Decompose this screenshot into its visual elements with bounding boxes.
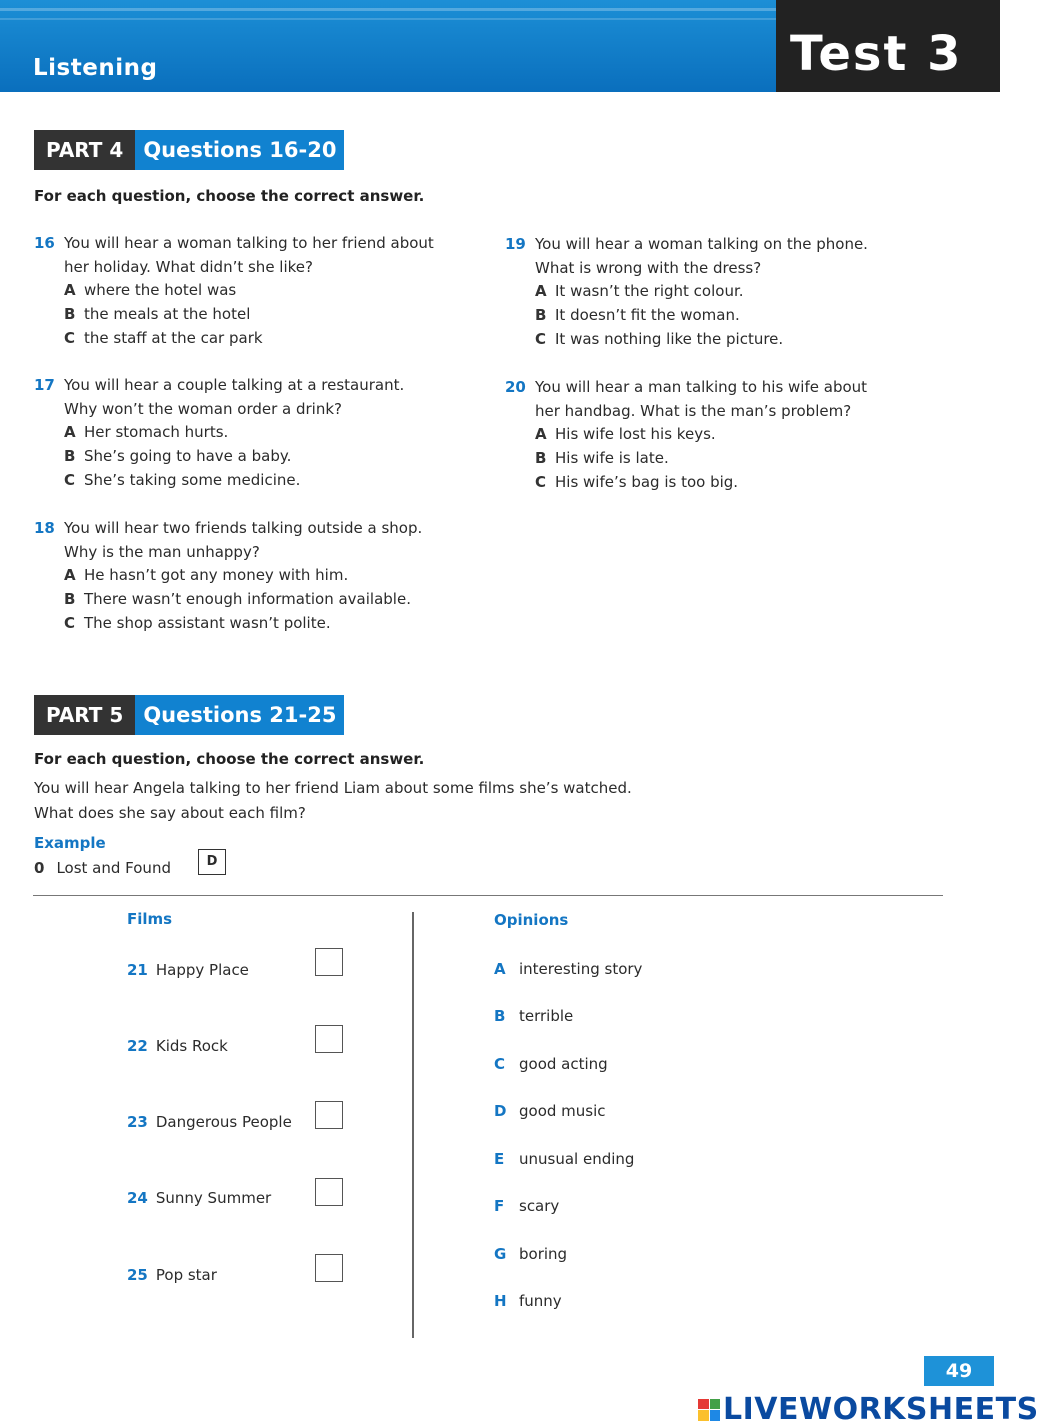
question-number: 19 <box>505 235 526 253</box>
question-17 <box>34 374 454 493</box>
question-stem: What is wrong with the dress? <box>535 258 762 277</box>
part5-instruction: For each question, choose the correct answer. <box>34 750 425 768</box>
opinion-item: B terrible <box>494 1007 574 1025</box>
question-stem: You will hear a woman talking on the phone. <box>535 235 868 253</box>
question-number: 18 <box>34 519 55 537</box>
answer-box-23[interactable] <box>315 1101 343 1129</box>
header-stripe <box>0 18 776 20</box>
question-stem: You will hear a man talking to his wife about <box>535 378 868 396</box>
question-18 <box>34 517 454 636</box>
question-number: 16 <box>34 234 55 252</box>
opinion-item: D good music <box>494 1102 606 1120</box>
liveworksheets-text: LIVEWORKSHEETS <box>723 1392 1039 1427</box>
part5-questions-label: Questions 21-25 <box>135 695 344 735</box>
part5-header <box>34 695 344 735</box>
answer-option[interactable]: B the meals at the hotel <box>64 305 251 324</box>
question-number: 17 <box>34 376 55 394</box>
answer-box-24[interactable] <box>315 1178 343 1206</box>
part5-label: PART 5 <box>34 695 135 735</box>
liveworksheets-icon <box>698 1399 720 1421</box>
film-item: 21 Happy Place <box>127 961 249 979</box>
film-item: 22 Kids Rock <box>127 1037 228 1055</box>
opinion-item: A interesting story <box>494 960 643 978</box>
example-number: 0 <box>34 859 45 877</box>
film-item: 23 Dangerous People <box>127 1113 292 1131</box>
answer-box-22[interactable] <box>315 1025 343 1053</box>
question-16 <box>34 232 454 351</box>
part4-questions-label: Questions 16-20 <box>135 130 344 170</box>
question-stem: You will hear a couple talking at a restaurant. <box>64 376 405 394</box>
film-item: 24 Sunny Summer <box>127 1189 272 1207</box>
question-stem: her holiday. What didn’t she like? <box>64 257 313 276</box>
films-heading: Films <box>127 910 173 928</box>
answer-option[interactable]: A His wife lost his keys. <box>535 425 716 444</box>
opinion-item: C good acting <box>494 1055 608 1073</box>
answer-option[interactable]: C the staff at the car park <box>64 328 263 347</box>
part5-intro-line2: What does she say about each film? <box>34 804 306 822</box>
opinion-item: E unusual ending <box>494 1150 635 1168</box>
part4-label: PART 4 <box>34 130 135 170</box>
answer-option[interactable]: C It was nothing like the picture. <box>535 329 784 348</box>
answer-option[interactable]: B His wife is late. <box>535 449 669 468</box>
part4-instruction: For each question, choose the correct answer. <box>34 187 425 205</box>
answer-option[interactable]: B It doesn’t fit the woman. <box>535 306 740 325</box>
example-answer-box: D <box>198 849 226 875</box>
answer-box-21[interactable] <box>315 948 343 976</box>
test-label: Test 3 <box>790 26 963 82</box>
question-stem: You will hear a woman talking to her friend about <box>64 234 434 252</box>
opinions-heading: Opinions <box>494 911 569 929</box>
answer-option[interactable]: B There wasn’t enough information available. <box>64 590 411 609</box>
opinion-item: F scary <box>494 1197 560 1215</box>
answer-option[interactable]: C His wife’s bag is too big. <box>535 472 739 491</box>
answer-box-25[interactable] <box>315 1254 343 1282</box>
question-stem: Why won’t the woman order a drink? <box>64 399 342 418</box>
example-row <box>34 857 171 881</box>
opinion-item: H funny <box>494 1292 562 1310</box>
divider-line <box>33 895 943 896</box>
question-stem: You will hear two friends talking outside a shop. <box>64 519 423 537</box>
column-divider <box>412 912 414 1338</box>
opinion-item: G boring <box>494 1245 568 1263</box>
header-stripe <box>0 8 776 11</box>
answer-option[interactable]: A Her stomach hurts. <box>64 423 229 442</box>
answer-option[interactable]: A It wasn’t the right colour. <box>535 282 744 301</box>
part4-header <box>34 130 344 170</box>
question-stem: Why is the man unhappy? <box>64 542 260 561</box>
example-label: Example <box>34 834 106 852</box>
answer-option[interactable]: C The shop assistant wasn’t polite. <box>64 613 331 632</box>
part5-intro-line1: You will hear Angela talking to her friend Liam about some films she’s watched. <box>34 779 632 797</box>
question-stem: her handbag. What is the man’s problem? <box>535 401 852 420</box>
answer-option[interactable]: C She’s taking some medicine. <box>64 470 301 489</box>
page-number: 49 <box>924 1356 994 1386</box>
liveworksheets-logo[interactable] <box>698 1392 1039 1427</box>
film-item: 25 Pop star <box>127 1266 217 1284</box>
example-film: Lost and Found <box>56 859 171 877</box>
question-number: 20 <box>505 378 526 396</box>
question-19 <box>505 233 925 352</box>
answer-option[interactable]: A where the hotel was <box>64 281 237 300</box>
question-20 <box>505 376 925 495</box>
answer-option[interactable]: A He hasn’t got any money with him. <box>64 566 349 585</box>
answer-option[interactable]: B She’s going to have a baby. <box>64 447 292 466</box>
section-title: Listening <box>33 55 158 81</box>
